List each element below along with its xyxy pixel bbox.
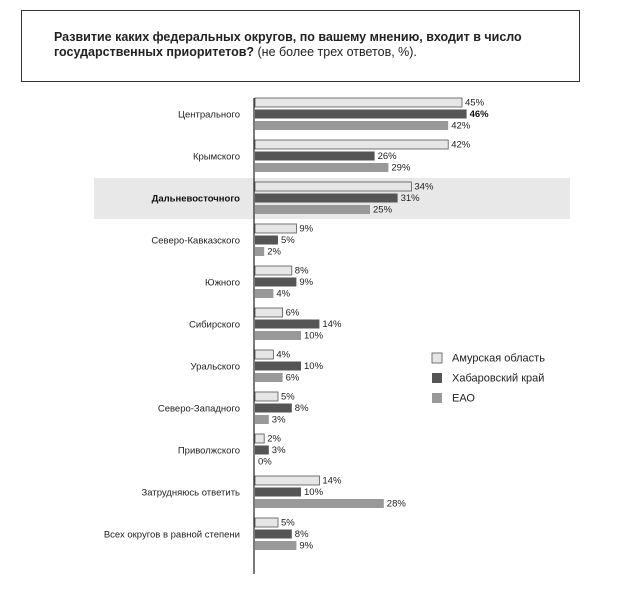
bar-дальневосточного-s0 — [255, 182, 411, 191]
legend-label-2: ЕАО — [452, 392, 475, 405]
bar-северо-западного-s0 — [255, 392, 278, 401]
value-label-южного-s2: 4% — [276, 288, 291, 300]
value-label-сибирского-s0: 6% — [285, 307, 300, 319]
value-label-северо-западного-s1: 8% — [294, 403, 309, 415]
bar-центрального-s0 — [255, 98, 462, 107]
value-label-всех-округов-в-равной-степени-s0: 5% — [281, 517, 295, 529]
value-label-дальневосточного-s2: 25% — [373, 204, 393, 216]
legend-swatch-1 — [432, 373, 442, 383]
legend-swatch-2 — [432, 393, 442, 403]
category-label-9: Затрудняюсь ответить — [141, 487, 240, 499]
value-label-затрудняюсь-ответить-s0: 14% — [322, 475, 342, 487]
bar-всех-округов-в-равной-степени-s0 — [255, 518, 278, 527]
value-label-приволжского-s2: 0% — [258, 456, 272, 468]
bar-северо-кавказского-s2 — [255, 247, 264, 256]
bar-всех-округов-в-равной-степени-s1 — [255, 530, 292, 539]
category-label-1: Крымского — [192, 151, 240, 163]
value-label-центрального-s0: 45% — [465, 97, 485, 109]
bar-северо-кавказского-s0 — [255, 224, 296, 233]
bar-затрудняюсь-ответить-s0 — [255, 476, 319, 485]
bar-сибирского-s2 — [255, 331, 301, 340]
bar-дальневосточного-s2 — [255, 205, 370, 214]
bar-южного-s1 — [255, 278, 296, 287]
bar-центрального-s1 — [255, 110, 467, 119]
bar-крымского-s1 — [255, 152, 375, 161]
bar-северо-западного-s2 — [255, 415, 269, 424]
category-label-8: Приволжского — [177, 445, 240, 457]
bar-северо-кавказского-s1 — [255, 236, 278, 245]
value-label-затрудняюсь-ответить-s1: 10% — [304, 487, 324, 499]
bar-центрального-s2 — [255, 121, 448, 130]
value-label-сибирского-s2: 10% — [304, 330, 324, 342]
bar-крымского-s0 — [255, 140, 448, 149]
bar-сибирского-s1 — [255, 320, 319, 329]
bar-дальневосточного-s1 — [255, 194, 398, 203]
bar-северо-западного-s1 — [255, 404, 292, 413]
value-label-уральского-s1: 10% — [304, 361, 324, 373]
legend — [432, 352, 545, 404]
value-label-всех-округов-в-равной-степени-s2: 9% — [299, 540, 314, 552]
bar-уральского-s1 — [255, 362, 301, 371]
legend-label-1: Хабаровский край — [452, 372, 545, 385]
category-label-5: Сибирского — [188, 319, 240, 331]
category-label-2: Дальневосточного — [151, 193, 240, 205]
value-label-северо-западного-s0: 5% — [281, 391, 295, 403]
value-label-дальневосточного-s1: 31% — [400, 193, 420, 205]
bar-всех-округов-в-равной-степени-s2 — [255, 541, 296, 550]
legend-swatch-0 — [432, 353, 442, 363]
category-label-0: Центрального — [177, 109, 240, 121]
value-label-крымского-s0: 42% — [451, 139, 471, 151]
chart-title-bold: Развитие каких федеральных округов, по вашему мнению, входит в число государственных приоритетов? — [54, 30, 522, 59]
value-label-уральского-s2: 6% — [285, 372, 300, 384]
bar-затрудняюсь-ответить-s2 — [255, 499, 384, 508]
value-label-центрального-s2: 42% — [451, 120, 471, 132]
chart-title-note: (не более трех ответов, %). — [257, 45, 417, 59]
bar-уральского-s0 — [255, 350, 273, 359]
value-label-дальневосточного-s0: 34% — [414, 181, 434, 193]
bar-крымского-s2 — [255, 163, 388, 172]
value-label-затрудняюсь-ответить-s2: 28% — [386, 498, 406, 510]
value-label-крымского-s2: 29% — [391, 162, 411, 174]
category-label-7: Северо-Западного — [157, 403, 240, 415]
bar-сибирского-s0 — [255, 308, 283, 317]
value-label-крымского-s1: 26% — [377, 151, 397, 163]
bar-приволжского-s0 — [255, 434, 264, 443]
bar-южного-s0 — [255, 266, 292, 275]
value-label-северо-кавказского-s0: 9% — [299, 223, 314, 235]
category-label-4: Южного — [204, 277, 240, 289]
value-label-приволжского-s1: 3% — [271, 445, 286, 457]
bar-уральского-s2 — [255, 373, 283, 382]
value-label-всех-округов-в-равной-степени-s1: 8% — [294, 529, 309, 541]
bar-приволжского-s1 — [255, 446, 269, 455]
value-label-северо-западного-s2: 3% — [271, 414, 286, 426]
value-label-сибирского-s1: 14% — [322, 319, 342, 331]
value-label-центрального-s1: 46% — [469, 109, 489, 121]
category-label-3: Северо-Кавказского — [151, 235, 240, 247]
value-label-южного-s1: 9% — [299, 277, 314, 289]
legend-label-0: Амурская область — [452, 352, 545, 365]
value-label-южного-s0: 8% — [294, 265, 309, 277]
value-label-приволжского-s0: 2% — [267, 433, 281, 445]
bars-layer — [255, 98, 467, 550]
bar-южного-s2 — [255, 289, 273, 298]
bar-затрудняюсь-ответить-s1 — [255, 488, 301, 497]
category-label-6: Уральского — [190, 361, 240, 373]
value-label-уральского-s0: 4% — [276, 349, 291, 361]
value-label-северо-кавказского-s1: 5% — [281, 235, 295, 247]
value-label-северо-кавказского-s2: 2% — [267, 246, 281, 258]
category-label-10: Всех округов в равной степени — [103, 529, 240, 541]
